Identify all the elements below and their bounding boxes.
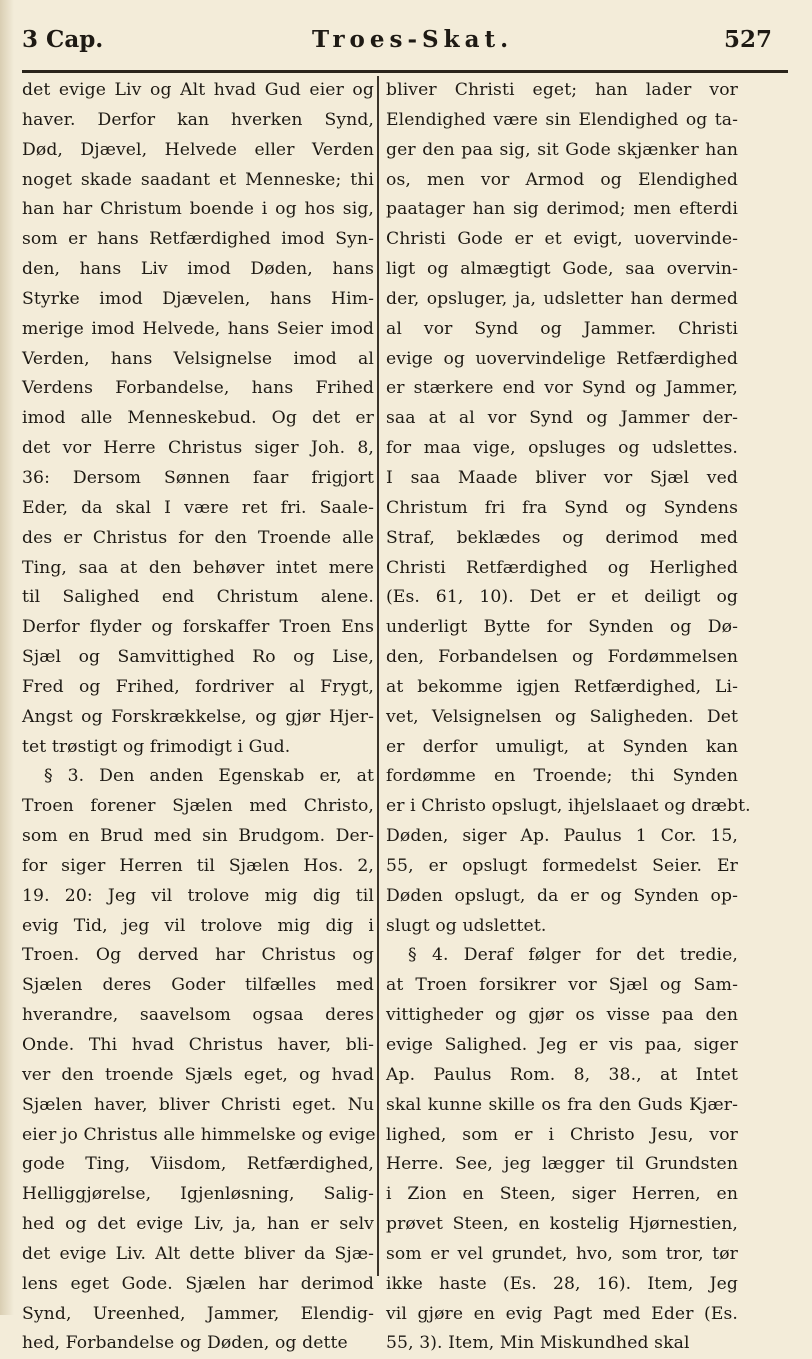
text-line: des er Christus for den Troende alle [22, 527, 374, 548]
text-line: han har Christum boende i og hos sig, [22, 199, 374, 220]
text-line: Angst og Forskrækkelse, og gjør Hjer- [22, 706, 374, 727]
text-line: Verden, hans Velsignelse imod al [22, 348, 374, 369]
text-line: 19. 20: Jeg vil trolove mig dig til [22, 885, 374, 906]
text-line: slugt og udslettet. [386, 915, 547, 936]
running-title: Troes-Skat. [312, 26, 514, 53]
text-line: Elendighed være sin Elendighed og ta- [386, 109, 738, 130]
text-line: 36: Dersom Sønnen faar frigjort [22, 467, 374, 488]
text-line: evige Salighed. Jeg er vis paa, siger [386, 1035, 738, 1055]
text-line: (Es. 61, 10). Det er et deiligt og [386, 587, 738, 608]
text-line: Ting, saa at den behøver intet mere [22, 557, 374, 578]
text-line: er i Christo opslugt, ihjelslaaet og dræbt. [386, 796, 751, 817]
text-line: er derfor umuligt, at Synden kan [386, 736, 738, 757]
text-line: i Zion en Steen, siger Herren, en [386, 1184, 738, 1205]
text-line: prøvet Steen, en kostelig Hjørnestien, [386, 1214, 738, 1235]
page-spine-shadow [0, 0, 14, 1315]
text-line: Onde. Thi hvad Christus haver, bli- [22, 1035, 374, 1055]
text-line: hverandre, saavelsom ogsaa deres [22, 1005, 374, 1026]
text-line: for maa vige, opsluges og udslettes. [386, 438, 738, 459]
text-line: Synd, Ureenhed, Jammer, Elendig- [22, 1303, 374, 1324]
text-line: Straf, beklædes og derimod med [386, 527, 738, 548]
text-line: skal kunne skille os fra den Guds Kjær- [386, 1094, 738, 1115]
left-column [22, 76, 376, 1354]
text-line: at Troen forsikrer vor Sjæl og Sam- [386, 975, 738, 996]
text-line: Christi Retfærdighed og Herlighed [386, 557, 738, 578]
text-line: Fred og Frihed, fordriver al Frygt, [22, 676, 374, 697]
text-line: § 3. Den anden Egenskab er, at [44, 766, 374, 787]
text-line: I saa Maade bliver vor Sjæl ved [386, 467, 738, 488]
text-line: ver den troende Sjæls eget, og hvad [22, 1064, 374, 1085]
text-line: imod alle Menneskebud. Og det er [22, 408, 374, 429]
text-line: for siger Herren til Sjælen Hos. 2, [22, 855, 374, 876]
text-line: ger den paa sig, sit Gode skjænker han [386, 139, 738, 160]
text-line: Sjæl og Samvittighed Ro og Lise, [22, 647, 374, 668]
running-header [22, 26, 772, 60]
right-column [386, 76, 751, 1354]
text-line: det evige Liv og Alt hvad Gud eier og [22, 80, 374, 100]
text-line: Verdens Forbandelse, hans Frihed [22, 378, 374, 399]
text-line: hed og det evige Liv, ja, han er selv [22, 1214, 374, 1235]
text-line: til Salighed end Christum alene. [22, 587, 374, 608]
text-line: som er vel grundet, hvo, som tror, tør [386, 1243, 738, 1264]
text-line: noget skade saadant et Menneske; thi [22, 169, 374, 190]
text-line: Derfor flyder og forskaffer Troen Ens [22, 617, 374, 638]
text-line: Troen forener Sjælen med Christo, [22, 796, 374, 817]
text-line: Døden, siger Ap. Paulus 1 Cor. 15, [386, 826, 738, 847]
text-line: § 4. Deraf følger for det tredie, [408, 945, 738, 966]
text-line: al vor Synd og Jammer. Christi [386, 318, 738, 339]
text-line: haver. Derfor kan hverken Synd, [22, 109, 374, 130]
text-line: ikke haste (Es. 28, 16). Item, Jeg [386, 1273, 738, 1294]
text-line: hed, Forbandelse og Døden, og dette [22, 1333, 348, 1354]
text-line: det evige Liv. Alt dette bliver da Sjæ- [22, 1243, 374, 1264]
text-line: tet trøstigt og frimodigt i Gud. [22, 736, 291, 757]
text-line: paatager han sig derimod; men efterdi [386, 199, 738, 220]
text-line: den, Forbandelsen og Fordømmelsen [386, 647, 738, 668]
text-line: Eder, da skal I være ret fri. Saale- [22, 497, 374, 518]
text-line: saa at al vor Synd og Jammer der- [386, 408, 738, 429]
text-line: Sjælen haver, bliver Christi eget. Nu [22, 1094, 374, 1115]
text-line: evig Tid, jeg vil trolove mig dig i [22, 915, 374, 936]
text-line: det vor Herre Christus siger Joh. 8, [22, 438, 374, 459]
text-line: vil gjøre en evig Pagt med Eder (Es. [386, 1303, 738, 1324]
text-line: der, opsluger, ja, udsletter han dermed [386, 288, 738, 309]
header-rule [22, 70, 788, 73]
text-line: gode Ting, Viisdom, Retfærdighed, [22, 1154, 374, 1175]
text-line: den, hans Liv imod Døden, hans [22, 259, 374, 280]
text-line: Død, Djævel, Helvede eller Verden [22, 139, 374, 160]
text-line: merige imod Helvede, hans Seier imod [22, 318, 374, 339]
text-line: vittigheder og gjør os visse paa den [386, 1005, 738, 1026]
text-line: Styrke imod Djævelen, hans Him- [22, 288, 374, 309]
text-line: vet, Velsignelsen og Saligheden. Det [386, 706, 738, 727]
text-line: er stærkere end vor Synd og Jammer, [386, 378, 738, 399]
text-line: 55, er opslugt formedelst Seier. Er [386, 855, 738, 876]
text-line: 55, 3). Item, Min Miskundhed skal [386, 1333, 690, 1354]
text-line: Sjælen deres Goder tilfælles med [22, 975, 374, 996]
text-line: Troen. Og derved har Christus og [22, 945, 374, 966]
text-line: som en Brud med sin Brudgom. Der- [22, 826, 374, 847]
text-line: Christum fri fra Synd og Syndens [386, 497, 738, 518]
text-line: lens eget Gode. Sjælen har derimod [22, 1273, 374, 1294]
page-number: 527 [723, 26, 772, 53]
text-line: os, men vor Armod og Elendighed [386, 169, 738, 190]
text-line: Ap. Paulus Rom. 8, 38., at Intet [386, 1064, 738, 1085]
text-line: lighed, som er i Christo Jesu, vor [386, 1124, 738, 1145]
text-line: Helliggjørelse, Igjenløsning, Salig- [22, 1184, 374, 1205]
text-line: ligt og almægtigt Gode, saa overvin- [386, 259, 738, 280]
column-divider [377, 76, 379, 1276]
text-line: eier jo Christus alle himmelske og evige [22, 1124, 376, 1145]
text-line: Herre. See, jeg lægger til Grundsten [386, 1154, 738, 1175]
text-line: at bekomme igjen Retfærdighed, Li- [386, 676, 738, 697]
chapter-label: 3 Cap. [22, 26, 104, 53]
text-line: Christi Gode er et evigt, uovervinde- [386, 229, 738, 250]
text-line: fordømme en Troende; thi Synden [386, 766, 738, 787]
text-line: Døden opslugt, da er og Synden op- [386, 885, 738, 906]
text-line: evige og uovervindelige Retfærdighed [386, 348, 738, 369]
text-line: som er hans Retfærdighed imod Syn- [22, 229, 374, 250]
text-line: underligt Bytte for Synden og Dø- [386, 617, 738, 638]
text-line: bliver Christi eget; han lader vor [386, 80, 738, 100]
